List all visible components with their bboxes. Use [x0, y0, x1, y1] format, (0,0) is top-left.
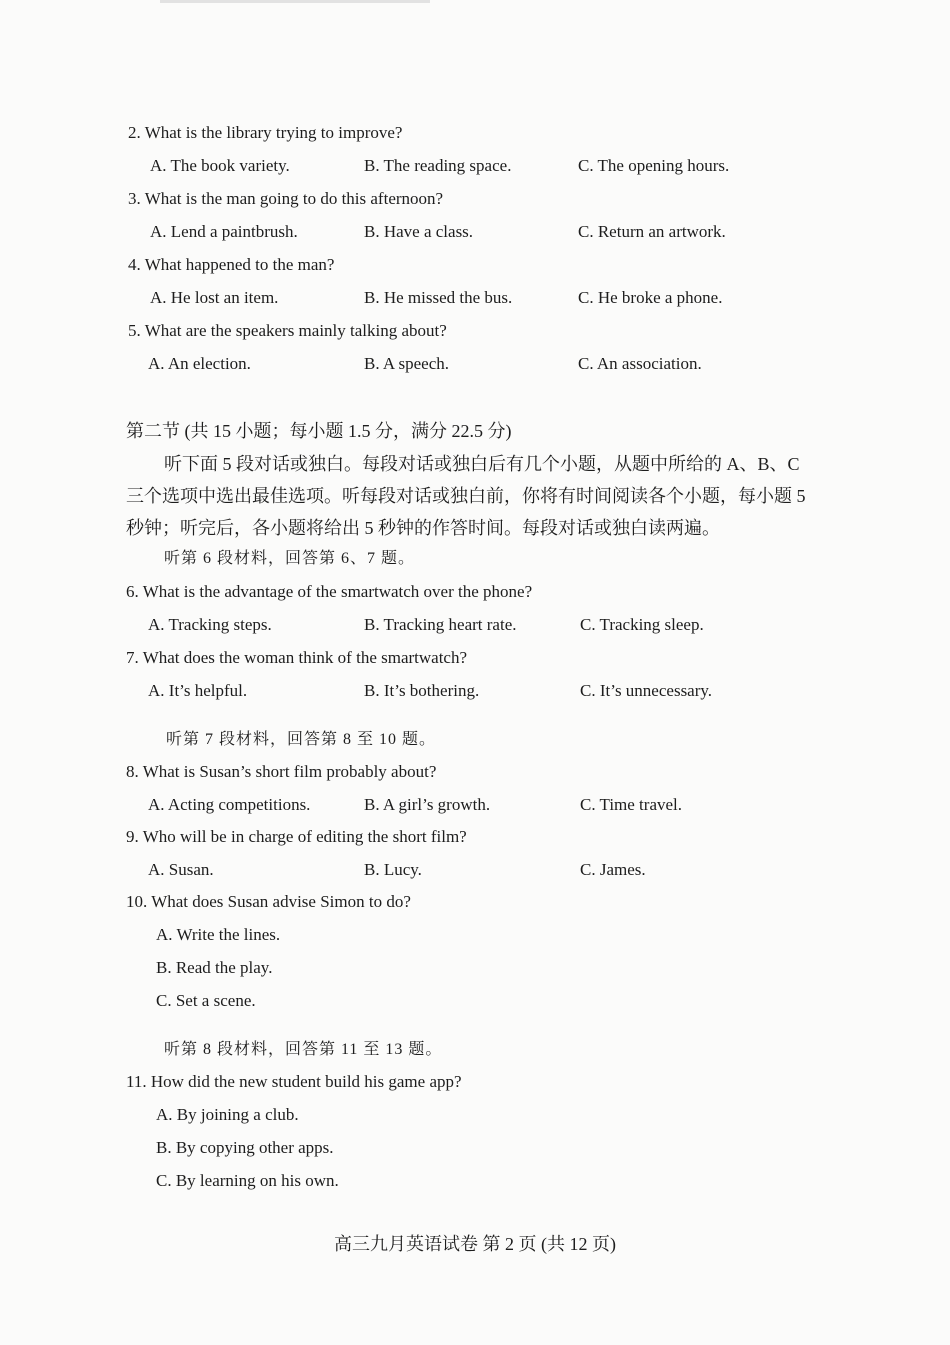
- q11-option-c: C. By learning on his own.: [156, 1171, 339, 1190]
- question-8: 8. What is Susan’s short film probably about?: [126, 762, 437, 781]
- q6-option-c: C. Tracking sleep.: [580, 615, 704, 634]
- q3-option-a: A. Lend a paintbrush.: [150, 222, 298, 241]
- q6-option-b: B. Tracking heart rate.: [364, 615, 517, 634]
- q3-option-c: C. Return an artwork.: [578, 222, 726, 241]
- q7-option-a: A. It’s helpful.: [148, 681, 248, 700]
- question-7: 7. What does the woman think of the smartwatch?: [126, 648, 468, 667]
- question-3: 3. What is the man going to do this afternoon?: [128, 189, 444, 208]
- q5-option-c: C. An association.: [578, 354, 702, 373]
- question-11: 11. How did the new student build his game app?: [126, 1072, 462, 1091]
- question-2: 2. What is the library trying to improve?: [128, 123, 403, 142]
- q6-option-a: A. Tracking steps.: [148, 615, 272, 634]
- instructions-line-2: 三个选项中选出最佳选项。听每段对话或独白前，你将有时间阅读各个小题，每小题 5: [126, 486, 806, 506]
- instructions-line-3: 秒钟；听完后，各小题将给出 5 秒钟的作答时间。每段对话或独白读两遍。: [126, 518, 720, 538]
- question-10: 10. What does Susan advise Simon to do?: [126, 892, 411, 911]
- q7-option-b: B. It’s bothering.: [364, 681, 480, 700]
- section-2-heading: 第二节 (共 15 小题；每小题 1.5 分，满分 22.5 分): [126, 421, 512, 441]
- scan-mark: [160, 0, 430, 3]
- instructions-line-1: 听下面 5 段对话或独白。每段对话或独白后有几个小题，从题中所给的 A、B、C: [164, 454, 800, 474]
- material-7-label: 听第 7 段材料，回答第 8 至 10 题。: [166, 731, 437, 748]
- q11-option-a: A. By joining a club.: [156, 1105, 299, 1124]
- q9-option-c: C. James.: [580, 860, 646, 879]
- q4-option-c: C. He broke a phone.: [578, 288, 723, 307]
- q8-option-a: A. Acting competitions.: [148, 795, 311, 814]
- page-footer: 高三九月英语试卷 第 2 页 (共 12 页): [334, 1234, 616, 1254]
- q8-option-b: B. A girl’s growth.: [364, 795, 491, 814]
- q8-option-c: C. Time travel.: [580, 795, 683, 814]
- material-8-label: 听第 8 段材料，回答第 11 至 13 题。: [164, 1041, 443, 1058]
- material-6-label: 听第 6 段材料，回答第 6、7 题。: [164, 550, 416, 567]
- q10-option-a: A. Write the lines.: [156, 925, 281, 944]
- q11-option-b: B. By copying other apps.: [156, 1138, 334, 1157]
- q9-option-b: B. Lucy.: [364, 860, 422, 879]
- q4-option-b: B. He missed the bus.: [364, 288, 513, 307]
- q2-option-a: A. The book variety.: [150, 156, 290, 175]
- q5-option-b: B. A speech.: [364, 354, 449, 373]
- q5-option-a: A. An election.: [148, 354, 251, 373]
- q7-option-c: C. It’s unnecessary.: [580, 681, 713, 700]
- q2-option-b: B. The reading space.: [364, 156, 512, 175]
- q9-option-a: A. Susan.: [148, 860, 214, 879]
- question-9: 9. Who will be in charge of editing the short film?: [126, 827, 467, 846]
- question-4: 4. What happened to the man?: [128, 255, 335, 274]
- q3-option-b: B. Have a class.: [364, 222, 474, 241]
- question-5: 5. What are the speakers mainly talking about?: [128, 321, 447, 340]
- q10-option-b: B. Read the play.: [156, 958, 273, 977]
- q10-option-c: C. Set a scene.: [156, 991, 256, 1010]
- q4-option-a: A. He lost an item.: [150, 288, 279, 307]
- q2-option-c: C. The opening hours.: [578, 156, 730, 175]
- question-6: 6. What is the advantage of the smartwatch over the phone?: [126, 582, 533, 601]
